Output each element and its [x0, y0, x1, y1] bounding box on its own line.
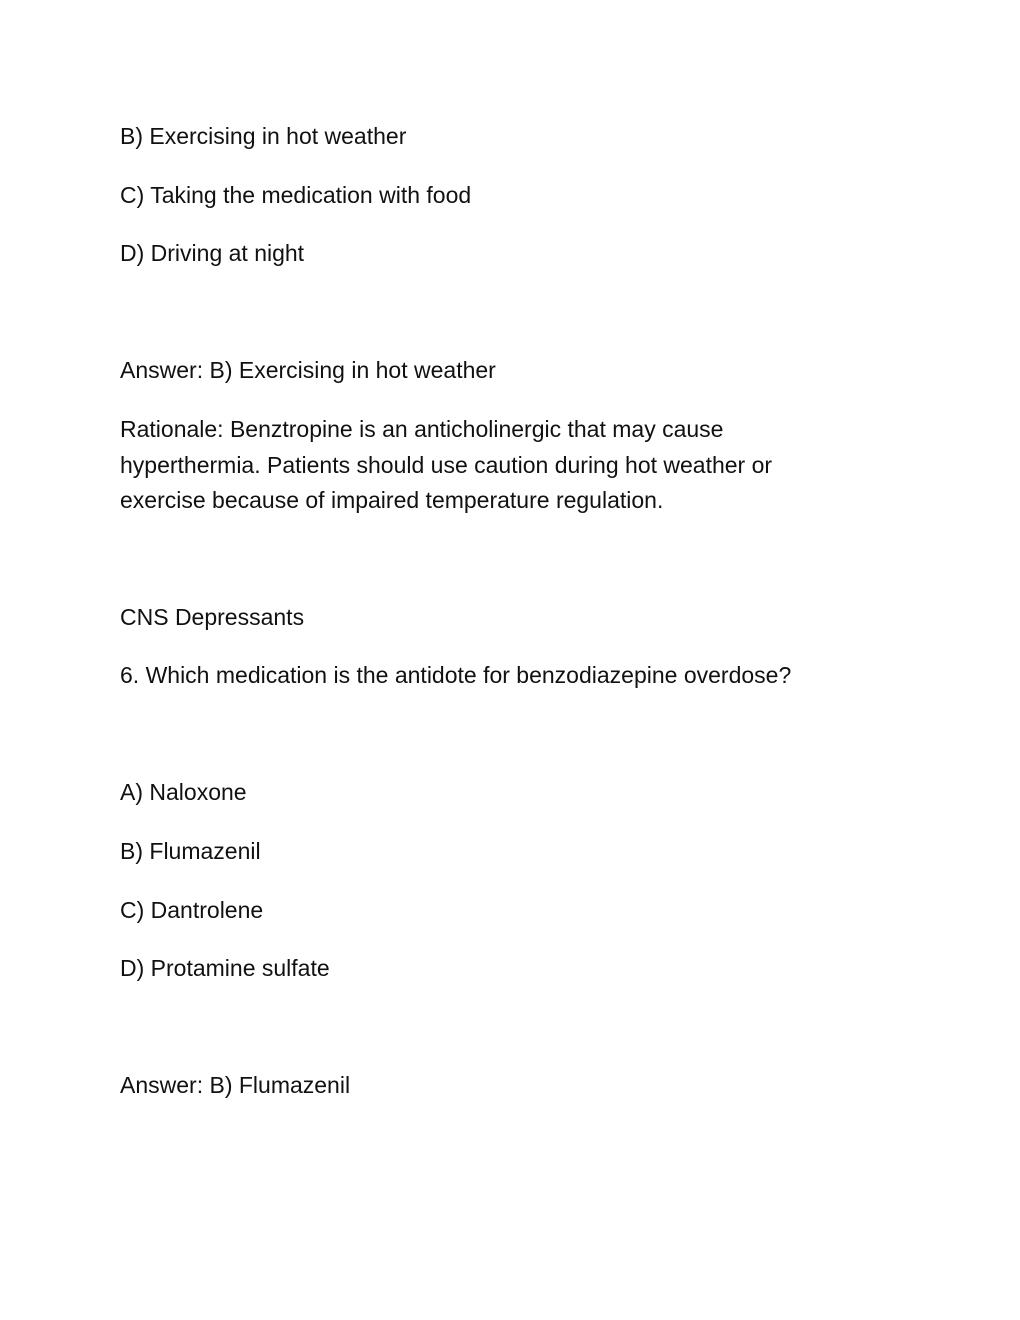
answer-text: Answer: B) Exercising in hot weather	[120, 357, 496, 383]
rationale-paragraph: Rationale: Benztropine is an anticholinergic that may cause hyperthermia. Patients should use caution during hot weather or exercise because of impaired temperature regulation.	[120, 416, 773, 513]
answer-text: Answer: B) Flumazenil	[120, 1072, 351, 1098]
option-c: C) Dantrolene	[120, 897, 264, 923]
option-d: D) Driving at night	[120, 240, 305, 266]
option-b: B) Flumazenil	[120, 838, 261, 864]
option-a: A) Naloxone	[120, 779, 247, 805]
option-c: C) Taking the medication with food	[120, 182, 472, 208]
section-heading: CNS Depressants	[120, 604, 305, 630]
option-b: B) Exercising in hot weather	[120, 123, 407, 149]
option-d: D) Protamine sulfate	[120, 955, 330, 981]
question-text: 6. Which medication is the antidote for benzodiazepine overdose?	[120, 662, 792, 688]
